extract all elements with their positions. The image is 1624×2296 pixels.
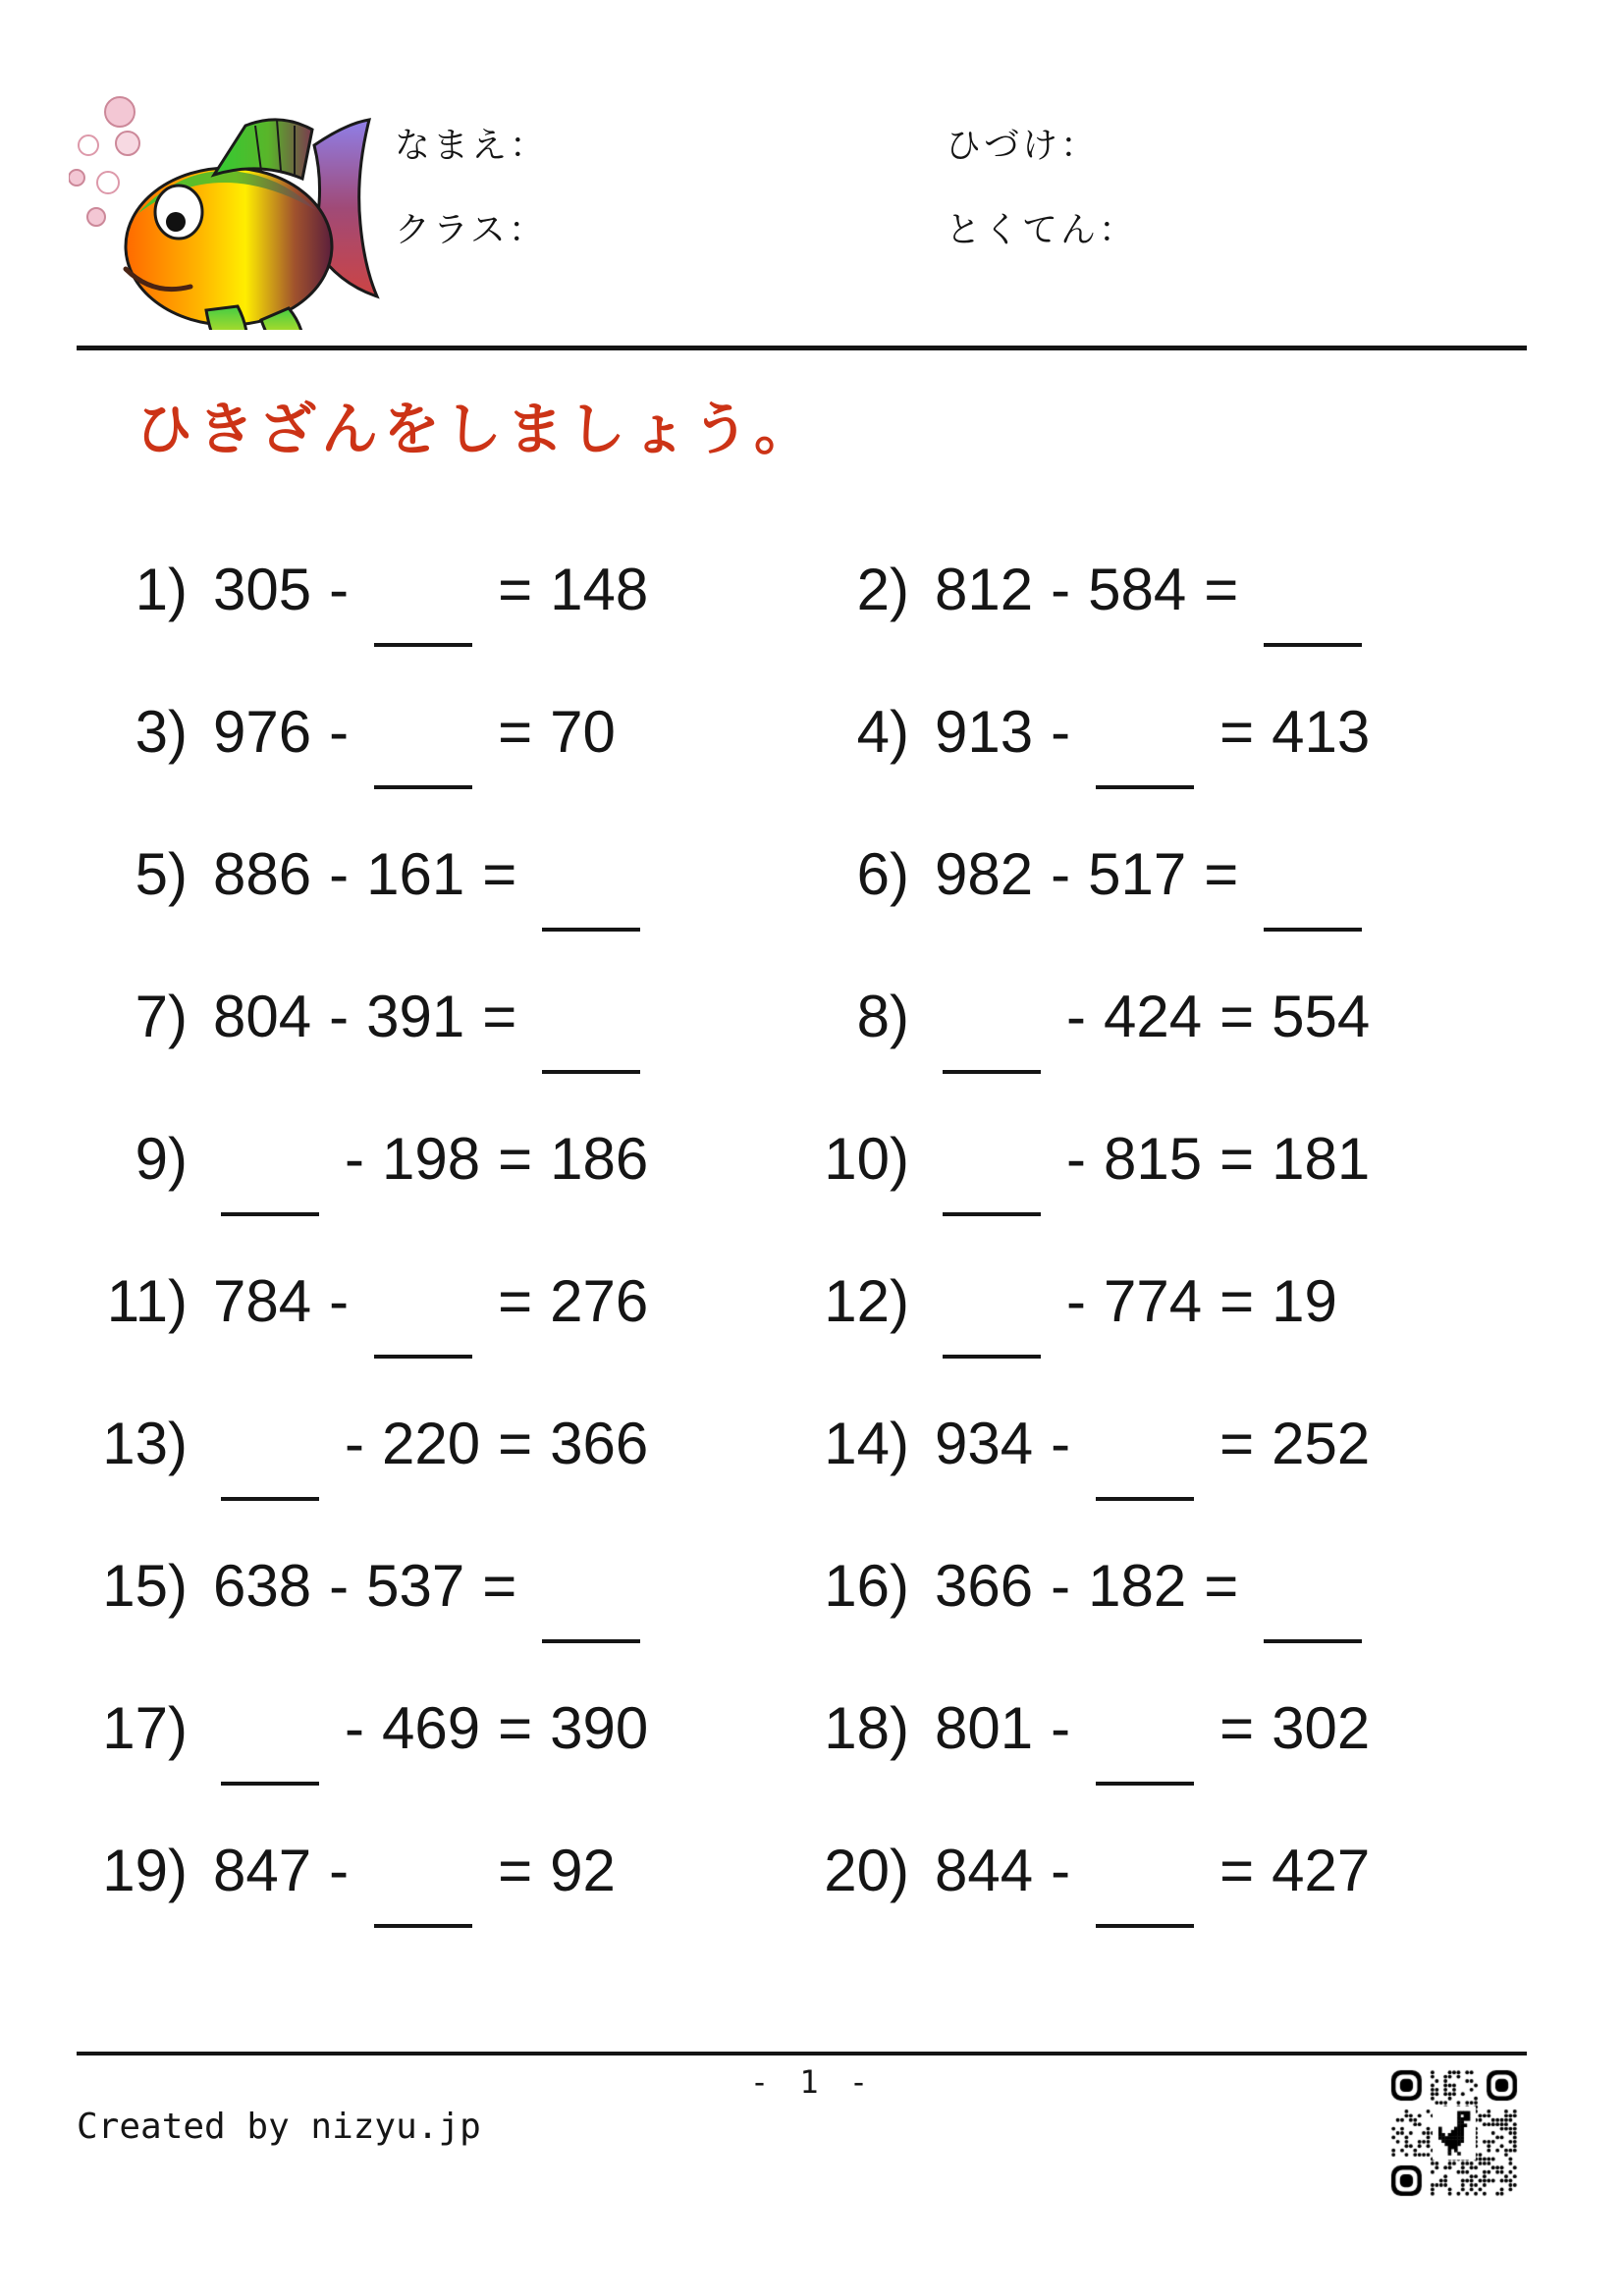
qr-code-icon — [1382, 2061, 1526, 2205]
answer-blank — [1264, 1639, 1362, 1643]
problem-number: 16) — [824, 1553, 909, 1619]
equals-sign: = — [1219, 1695, 1255, 1761]
problems-grid — [93, 518, 1546, 1942]
problem-row — [815, 661, 1546, 803]
equals-sign: = — [1219, 1838, 1255, 1903]
score-field-label: とくてん： — [946, 209, 1138, 249]
operand: 252 — [1272, 1411, 1371, 1476]
bubbles — [69, 97, 139, 226]
problem-number: 14) — [824, 1411, 909, 1476]
problem-row — [93, 1799, 815, 1942]
operand: 801 — [935, 1695, 1034, 1761]
minus-sign: - — [329, 1838, 350, 1903]
operand: 182 — [1088, 1553, 1187, 1619]
problem-row — [815, 1657, 1546, 1799]
problem-row — [93, 803, 815, 945]
name-field-label: なまえ： — [395, 125, 549, 165]
problem-number: 18) — [824, 1695, 909, 1761]
answer-blank — [542, 928, 640, 932]
operand: 413 — [1272, 699, 1371, 765]
problem-number: 3) — [135, 699, 188, 765]
minus-sign: - — [329, 699, 350, 765]
operand: 537 — [366, 1553, 465, 1619]
operand: 913 — [935, 699, 1034, 765]
problem-row — [815, 1515, 1546, 1657]
page-number: - 1 - — [749, 2063, 875, 2101]
operand: 517 — [1088, 841, 1187, 907]
equals-sign: = — [1219, 1126, 1255, 1192]
minus-sign: - — [1066, 1268, 1086, 1334]
operand: 976 — [213, 699, 312, 765]
problem-row — [815, 945, 1546, 1088]
minus-sign: - — [329, 841, 350, 907]
answer-blank — [221, 1497, 319, 1501]
operand: 847 — [213, 1838, 312, 1903]
operand: 70 — [550, 699, 616, 765]
dorsal-fin — [214, 120, 312, 179]
minus-sign: - — [1051, 1838, 1071, 1903]
problem-number: 8) — [856, 984, 909, 1049]
minus-sign: - — [1051, 1695, 1071, 1761]
answer-blank — [374, 785, 472, 789]
page-title: ひきざんをしましょう。 — [135, 398, 817, 461]
problem-row — [93, 1372, 815, 1515]
equals-sign: = — [482, 984, 517, 1049]
operand: 812 — [935, 557, 1034, 622]
equals-sign: = — [1204, 841, 1239, 907]
problem-row — [815, 1799, 1546, 1942]
header-divider — [77, 346, 1527, 350]
problem-number: 17) — [102, 1695, 188, 1761]
operand: 934 — [935, 1411, 1034, 1476]
equals-sign: = — [1204, 557, 1239, 622]
operand: 554 — [1272, 984, 1371, 1049]
operand: 784 — [213, 1268, 312, 1334]
operand: 427 — [1272, 1838, 1371, 1903]
answer-blank — [943, 1212, 1041, 1216]
answer-blank — [1264, 928, 1362, 932]
problem-row — [815, 518, 1546, 661]
operand: 305 — [213, 557, 312, 622]
answer-blank — [542, 1070, 640, 1074]
operand: 424 — [1103, 984, 1203, 1049]
operand: 774 — [1103, 1268, 1203, 1334]
answer-blank — [943, 1355, 1041, 1359]
equals-sign: = — [482, 1553, 517, 1619]
operand: 186 — [550, 1126, 649, 1192]
equals-sign: = — [498, 1126, 533, 1192]
minus-sign: - — [1051, 1553, 1071, 1619]
rainbow-fish-logo-icon — [69, 84, 393, 330]
operand: 391 — [366, 984, 465, 1049]
equals-sign: = — [1219, 699, 1255, 765]
minus-sign: - — [1051, 699, 1071, 765]
operand: 198 — [381, 1126, 481, 1192]
minus-sign: - — [329, 1268, 350, 1334]
fish-body — [126, 168, 332, 325]
operand: 220 — [381, 1411, 481, 1476]
equals-sign: = — [482, 841, 517, 907]
problem-number: 11) — [106, 1268, 188, 1334]
problem-number: 15) — [102, 1553, 188, 1619]
operand: 19 — [1272, 1268, 1337, 1334]
operand: 276 — [550, 1268, 649, 1334]
equals-sign: = — [498, 1838, 533, 1903]
minus-sign: - — [345, 1411, 364, 1476]
problem-number: 5) — [135, 841, 188, 907]
equals-sign: = — [498, 1268, 533, 1334]
operand: 181 — [1272, 1126, 1371, 1192]
answer-blank — [1096, 1497, 1194, 1501]
equals-sign: = — [1219, 1411, 1255, 1476]
problem-row — [93, 1088, 815, 1230]
operand: 804 — [213, 984, 312, 1049]
operand: 148 — [550, 557, 649, 622]
operand: 302 — [1272, 1695, 1371, 1761]
minus-sign: - — [329, 1553, 350, 1619]
problem-number: 19) — [102, 1838, 188, 1903]
minus-sign: - — [345, 1126, 364, 1192]
minus-sign: - — [1051, 841, 1071, 907]
problem-row — [93, 661, 815, 803]
operand: 982 — [935, 841, 1034, 907]
equals-sign: = — [498, 1411, 533, 1476]
minus-sign: - — [329, 557, 350, 622]
answer-blank — [221, 1212, 319, 1216]
answer-blank — [1096, 1924, 1194, 1928]
operand: 390 — [550, 1695, 649, 1761]
operand: 886 — [213, 841, 312, 907]
footer-divider — [77, 2052, 1527, 2056]
problem-row — [93, 1515, 815, 1657]
operand: 844 — [935, 1838, 1034, 1903]
equals-sign: = — [498, 1695, 533, 1761]
problem-number: 13) — [102, 1411, 188, 1476]
equals-sign: = — [1219, 1268, 1255, 1334]
operand: 815 — [1103, 1126, 1203, 1192]
class-field-label: クラス： — [395, 209, 547, 249]
answer-blank — [1096, 1782, 1194, 1786]
answer-blank — [542, 1639, 640, 1643]
answer-blank — [943, 1070, 1041, 1074]
equals-sign: = — [1219, 984, 1255, 1049]
minus-sign: - — [1066, 1126, 1086, 1192]
problem-number: 20) — [824, 1838, 909, 1903]
operand: 584 — [1088, 557, 1187, 622]
minus-sign: - — [345, 1695, 364, 1761]
operand: 638 — [213, 1553, 312, 1619]
problem-row — [815, 1088, 1546, 1230]
minus-sign: - — [1051, 1411, 1071, 1476]
problem-row — [93, 1657, 815, 1799]
problem-row — [815, 1372, 1546, 1515]
minus-sign: - — [1066, 984, 1086, 1049]
answer-blank — [374, 1924, 472, 1928]
problem-number: 2) — [856, 557, 909, 622]
problem-row — [815, 803, 1546, 945]
operand: 92 — [550, 1838, 616, 1903]
problem-row — [815, 1230, 1546, 1372]
problem-row — [93, 945, 815, 1088]
answer-blank — [1264, 643, 1362, 647]
problem-number: 9) — [135, 1126, 188, 1192]
problem-number: 6) — [856, 841, 909, 907]
answer-blank — [1096, 785, 1194, 789]
problem-number: 12) — [824, 1268, 909, 1334]
minus-sign: - — [1051, 557, 1071, 622]
minus-sign: - — [329, 984, 350, 1049]
answer-blank — [221, 1782, 319, 1786]
problem-number: 10) — [824, 1126, 909, 1192]
operand: 366 — [935, 1553, 1034, 1619]
equals-sign: = — [498, 699, 533, 765]
operand: 469 — [381, 1695, 481, 1761]
operand: 366 — [550, 1411, 649, 1476]
equals-sign: = — [1204, 1553, 1239, 1619]
answer-blank — [374, 643, 472, 647]
answer-blank — [374, 1355, 472, 1359]
problem-number: 4) — [856, 699, 909, 765]
problem-row — [93, 1230, 815, 1372]
operand: 161 — [366, 841, 465, 907]
equals-sign: = — [498, 557, 533, 622]
date-field-label: ひづけ： — [946, 125, 1100, 165]
credit-text: Created by nizyu.jp — [77, 2107, 481, 2147]
problem-number: 1) — [135, 557, 188, 622]
problem-number: 7) — [135, 984, 188, 1049]
problem-row — [93, 518, 815, 661]
